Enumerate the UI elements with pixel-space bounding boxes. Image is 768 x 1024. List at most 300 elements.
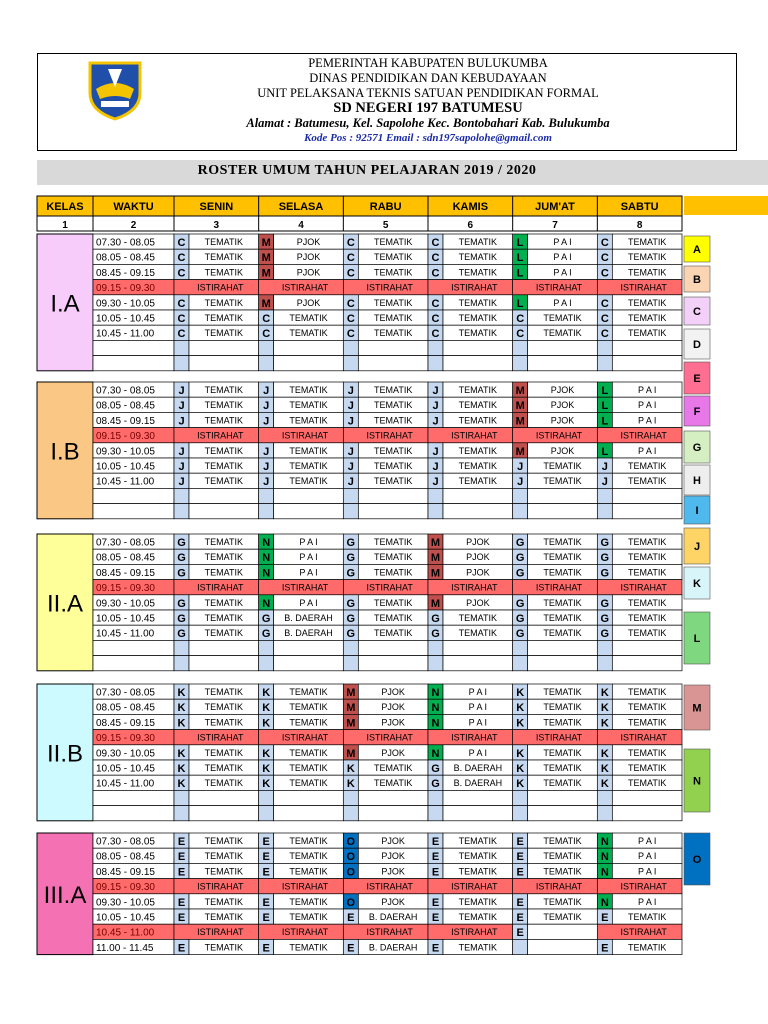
- teacher-code-cell: [513, 806, 528, 821]
- teacher-code: J: [601, 476, 608, 489]
- teacher-code: G: [515, 597, 525, 610]
- subject-label: TEMATIK: [289, 778, 328, 789]
- subject-label: TEMATIK: [627, 763, 667, 773]
- subject-label: TEMATIK: [543, 851, 582, 862]
- teacher-code: J: [347, 400, 354, 413]
- teacher-code: G: [431, 763, 440, 775]
- subject-label: TEMATIK: [543, 896, 582, 907]
- subject-label: TEMATIK: [204, 313, 244, 323]
- subject-label: P A I: [553, 237, 572, 247]
- teacher-code-cell: [343, 790, 358, 805]
- teacher-code: J: [432, 400, 439, 413]
- subject-cell: [358, 356, 428, 371]
- break-label: ISTIRAHAT: [451, 282, 498, 293]
- teacher-code: E: [516, 927, 524, 940]
- header-number: 8: [636, 220, 643, 231]
- teacher-code-cell: [259, 340, 274, 355]
- subject-label: P A I: [299, 597, 318, 608]
- teacher-code-cell: [259, 806, 274, 821]
- header-waktu: WAKTU: [113, 201, 154, 213]
- subject-cell: [274, 356, 344, 371]
- teacher-code: C: [346, 297, 355, 310]
- subject-label: PJOK: [466, 597, 490, 608]
- subject-label: TEMATIK: [543, 866, 582, 877]
- subject-label: TEMATIK: [204, 537, 244, 547]
- break-label: ISTIRAHAT: [281, 881, 329, 892]
- subject-label: P A I: [637, 866, 657, 877]
- teacher-code-cell: [428, 656, 443, 671]
- subject-label: PJOK: [550, 400, 575, 411]
- subject-label: B. DAERAH: [453, 763, 503, 773]
- teacher-code: K: [600, 717, 609, 730]
- subject-label: TEMATIK: [204, 687, 244, 697]
- subject-cell: [528, 504, 598, 519]
- legend-code: A: [693, 244, 701, 256]
- teacher-code: C: [431, 237, 440, 249]
- subject-label: B. DAERAH: [368, 942, 418, 953]
- subject-label: TEMATIK: [289, 702, 328, 713]
- subject-cell: [358, 640, 428, 655]
- teacher-code: E: [347, 942, 355, 955]
- subject-label: TEMATIK: [543, 537, 582, 547]
- subject-cell: [528, 640, 598, 655]
- teacher-code-cell: [513, 790, 528, 805]
- subject-label: TEMATIK: [289, 942, 328, 953]
- time-cell: [93, 504, 174, 519]
- header-number: 4: [298, 220, 304, 231]
- subject-label: P A I: [468, 747, 488, 758]
- teacher-code-cell: [343, 806, 358, 821]
- subject-label: PJOK: [550, 415, 575, 426]
- subject-label: PJOK: [466, 567, 490, 578]
- subject-label: TEMATIK: [458, 476, 498, 487]
- time-label: 08.45 - 09.15: [96, 866, 155, 878]
- subject-label: TEMATIK: [373, 400, 413, 411]
- subject-label: TEMATIK: [543, 597, 582, 608]
- teacher-code-cell: [597, 806, 612, 821]
- break-label: ISTIRAHAT: [451, 927, 498, 938]
- subject-label: TEMATIK: [289, 415, 328, 426]
- time-label: 11.00 - 11.45: [96, 942, 154, 954]
- subject-label: P A I: [637, 851, 657, 862]
- subject-cell: [443, 504, 513, 519]
- subject-label: TEMATIK: [204, 237, 244, 247]
- header-senin: SENIN: [199, 201, 234, 213]
- teacher-code: J: [263, 461, 270, 473]
- teacher-code-cell: [428, 504, 443, 519]
- teacher-code: C: [516, 328, 525, 341]
- teacher-code: K: [262, 747, 271, 760]
- subject-label: TEMATIK: [627, 313, 667, 323]
- teacher-code: C: [262, 328, 271, 341]
- teacher-code: E: [601, 942, 609, 955]
- header-kelas: KELAS: [46, 201, 84, 213]
- subject-label: TEMATIK: [543, 717, 582, 728]
- teacher-code: E: [347, 912, 355, 924]
- letterhead-line-2: DINAS PENDIDIKAN DAN KEBUDAYAAN: [309, 71, 547, 85]
- teacher-code: G: [515, 628, 525, 641]
- subject-label: P A I: [299, 537, 318, 547]
- teacher-code-cell: [513, 504, 528, 519]
- subject-cell: [358, 790, 428, 805]
- teacher-code: G: [431, 613, 440, 625]
- teacher-code: K: [516, 778, 525, 791]
- subject-label: TEMATIK: [458, 297, 498, 308]
- teacher-code: K: [262, 763, 271, 775]
- subject-label: P A I: [637, 836, 657, 846]
- subject-label: TEMATIK: [373, 237, 413, 247]
- break-label: ISTIRAHAT: [281, 732, 329, 743]
- time-label: 09.15 - 09.30: [96, 283, 155, 295]
- subject-label: TEMATIK: [627, 613, 667, 623]
- teacher-code: C: [177, 237, 186, 249]
- header-sabtu: SABTU: [620, 201, 659, 213]
- break-label: ISTIRAHAT: [197, 881, 244, 892]
- subject-label: TEMATIK: [289, 313, 328, 323]
- teacher-code: C: [177, 313, 186, 325]
- subject-label: TEMATIK: [458, 252, 498, 263]
- subject-label: TEMATIK: [204, 942, 244, 953]
- teacher-code: E: [516, 912, 524, 924]
- teacher-code: M: [261, 297, 271, 310]
- legend-code: H: [693, 475, 701, 487]
- subject-label: TEMATIK: [289, 836, 328, 846]
- subject-label: TEMATIK: [204, 747, 244, 758]
- teacher-code: G: [600, 628, 610, 641]
- subject-cell: [443, 340, 513, 355]
- legend-code: C: [693, 306, 701, 318]
- subject-label: B. DAERAH: [368, 912, 418, 922]
- subject-label: TEMATIK: [627, 461, 667, 471]
- subject-label: TEMATIK: [204, 552, 244, 563]
- header-number: 3: [213, 220, 220, 231]
- teacher-code-cell: [513, 640, 528, 655]
- subject-cell: [443, 656, 513, 671]
- class-label: II.A: [46, 590, 84, 618]
- break-label: ISTIRAHAT: [197, 582, 244, 593]
- subject-label: TEMATIK: [627, 942, 667, 953]
- subject-label: TEMATIK: [627, 778, 667, 789]
- subject-label: PJOK: [381, 702, 405, 713]
- subject-label: P A I: [637, 415, 657, 426]
- teacher-code: M: [261, 237, 271, 249]
- teacher-code: N: [431, 702, 440, 715]
- teacher-code: K: [177, 747, 186, 760]
- subject-label: TEMATIK: [543, 912, 582, 922]
- subject-cell: [274, 790, 344, 805]
- subject-cell: [358, 656, 428, 671]
- teacher-code: G: [177, 628, 186, 641]
- break-label: ISTIRAHAT: [281, 927, 329, 938]
- subject-label: TEMATIK: [204, 717, 244, 728]
- subject-label: TEMATIK: [204, 297, 244, 308]
- subject-label: TEMATIK: [204, 567, 244, 578]
- break-label: ISTIRAHAT: [197, 282, 244, 293]
- subject-label: PJOK: [550, 445, 575, 456]
- teacher-code: O: [346, 851, 356, 864]
- break-label: ISTIRAHAT: [197, 732, 244, 743]
- teacher-code: C: [600, 297, 609, 310]
- subject-label: TEMATIK: [373, 613, 413, 623]
- teacher-code-cell: [343, 488, 358, 503]
- teacher-code: C: [431, 328, 440, 341]
- time-label: 10.05 - 10.45: [96, 912, 155, 924]
- teacher-code-cell: [174, 806, 189, 821]
- teacher-code: J: [263, 415, 270, 428]
- subject-cell: [274, 656, 344, 671]
- teacher-code: J: [517, 476, 524, 489]
- teacher-code: G: [346, 537, 356, 549]
- subject-label: TEMATIK: [204, 597, 244, 608]
- teacher-code: G: [177, 597, 186, 610]
- teacher-code: G: [346, 613, 356, 625]
- teacher-code-cell: [259, 656, 274, 671]
- subject-label: TEMATIK: [627, 328, 667, 339]
- teacher-code: C: [600, 328, 609, 341]
- subject-cell: [528, 656, 598, 671]
- subject-label: TEMATIK: [627, 237, 667, 247]
- break-label: ISTIRAHAT: [281, 582, 329, 593]
- time-label: 10.05 - 10.45: [96, 313, 155, 325]
- teacher-code: C: [600, 313, 609, 325]
- teacher-code: E: [431, 851, 440, 864]
- teacher-code: O: [346, 836, 356, 848]
- teacher-code-cell: [259, 640, 274, 655]
- teacher-code: K: [600, 687, 609, 699]
- subject-label: TEMATIK: [373, 552, 413, 563]
- class-label: I.B: [50, 438, 80, 466]
- teacher-code: K: [262, 778, 271, 791]
- subject-label: TEMATIK: [289, 385, 328, 395]
- time-label: 09.30 - 10.05: [96, 446, 155, 458]
- teacher-code: C: [177, 328, 186, 341]
- subject-label: TEMATIK: [373, 597, 413, 608]
- break-label: ISTIRAHAT: [535, 732, 583, 743]
- legend-code: O: [692, 854, 702, 866]
- time-label: 09.30 - 10.05: [96, 598, 155, 610]
- teacher-code: O: [346, 866, 356, 879]
- subject-label: PJOK: [381, 747, 405, 758]
- break-label: ISTIRAHAT: [197, 927, 244, 938]
- subject-cell: [443, 488, 513, 503]
- break-label: ISTIRAHAT: [366, 430, 413, 441]
- subject-cell: [612, 806, 682, 821]
- teacher-code-cell: [174, 640, 189, 655]
- time-label: 10.45 - 11.00: [96, 328, 155, 340]
- subject-cell: [274, 488, 344, 503]
- subject-label: TEMATIK: [458, 851, 498, 862]
- break-label: ISTIRAHAT: [281, 282, 329, 293]
- time-label: 10.05 - 10.45: [96, 613, 155, 625]
- subject-label: PJOK: [381, 687, 405, 697]
- teacher-code: G: [261, 628, 271, 641]
- teacher-code: G: [431, 778, 440, 791]
- subject-label: TEMATIK: [289, 747, 328, 758]
- teacher-code: L: [601, 385, 609, 397]
- subject-cell: [612, 340, 682, 355]
- legend-code: D: [693, 339, 701, 351]
- teacher-code: L: [516, 267, 524, 280]
- teacher-code: G: [515, 567, 525, 580]
- teacher-code: K: [600, 778, 609, 791]
- teacher-code: C: [346, 237, 355, 249]
- teacher-code: J: [347, 445, 354, 458]
- legend-code: L: [693, 633, 701, 645]
- teacher-code: J: [178, 415, 185, 428]
- subject-cell: [443, 640, 513, 655]
- teacher-code: J: [178, 476, 185, 489]
- teacher-code: O: [346, 896, 356, 909]
- subject-label: PJOK: [381, 717, 405, 728]
- subject-label: TEMATIK: [289, 851, 328, 862]
- legend-code: J: [693, 541, 701, 553]
- teacher-code: C: [346, 328, 355, 341]
- teacher-code: C: [262, 313, 271, 325]
- teacher-code: E: [177, 912, 186, 924]
- subject-label: P A I: [637, 445, 657, 456]
- teacher-code: J: [178, 400, 185, 413]
- break-label: ISTIRAHAT: [620, 430, 667, 441]
- teacher-code: M: [430, 537, 441, 549]
- subject-label: TEMATIK: [458, 866, 498, 877]
- subject-label: TEMATIK: [204, 252, 244, 263]
- teacher-code: C: [346, 313, 355, 325]
- subject-cell: [528, 790, 598, 805]
- teacher-code: K: [262, 687, 271, 699]
- teacher-code: M: [430, 567, 441, 580]
- teacher-code: K: [262, 702, 271, 715]
- subject-label: TEMATIK: [373, 328, 413, 339]
- subject-cell: [528, 488, 598, 503]
- subject-label: P A I: [468, 687, 488, 697]
- teacher-code: J: [432, 461, 439, 473]
- subject-label: TEMATIK: [543, 778, 582, 789]
- time-cell: [93, 356, 174, 371]
- letterhead-line-3: UNIT PELAKSANA TEKNIS SATUAN PENDIDIKAN FORMAL: [257, 86, 599, 100]
- teacher-code: E: [262, 851, 270, 864]
- subject-label: TEMATIK: [204, 851, 244, 862]
- teacher-code-cell: [597, 656, 612, 671]
- teacher-code-cell: [428, 640, 443, 655]
- teacher-code: M: [346, 717, 356, 730]
- teacher-code: E: [262, 836, 270, 848]
- header-rabu: RABU: [369, 201, 402, 213]
- legend-code: E: [693, 373, 701, 385]
- legend-code: I: [695, 505, 699, 517]
- time-label: 08.45 - 09.15: [96, 567, 155, 579]
- teacher-code: J: [432, 445, 439, 458]
- subject-label: TEMATIK: [627, 567, 667, 578]
- time-label: 09.15 - 09.30: [96, 431, 155, 443]
- teacher-code: N: [600, 851, 609, 864]
- subject-label: TEMATIK: [204, 328, 244, 339]
- teacher-code: M: [515, 385, 525, 397]
- subject-cell: [612, 356, 682, 371]
- legend-code: G: [692, 442, 702, 454]
- teacher-code: L: [516, 252, 524, 265]
- subject-label: TEMATIK: [543, 552, 582, 563]
- teacher-code: N: [262, 537, 271, 549]
- subject-label: TEMATIK: [204, 267, 244, 278]
- teacher-code: G: [177, 613, 186, 625]
- teacher-code-cell: [428, 790, 443, 805]
- subject-label: P A I: [468, 702, 488, 713]
- teacher-code: E: [177, 866, 186, 879]
- teacher-code-cell: [174, 656, 189, 671]
- school-address: Alamat : Batumesu, Kel. Sapolohe Kec. Bontobahari Kab. Bulukumba: [246, 116, 610, 130]
- subject-label: TEMATIK: [204, 912, 244, 922]
- teacher-code: G: [431, 628, 440, 641]
- time-label: 09.15 - 09.30: [96, 882, 155, 894]
- subject-label: TEMATIK: [373, 537, 413, 547]
- subject-label: TEMATIK: [204, 628, 244, 639]
- teacher-code: G: [600, 613, 610, 625]
- teacher-code: M: [261, 252, 271, 265]
- teacher-code: G: [600, 552, 610, 565]
- subject-cell: [274, 806, 344, 821]
- teacher-code: C: [600, 267, 609, 280]
- subject-label: PJOK: [466, 537, 490, 547]
- teacher-code: L: [601, 400, 609, 413]
- subject-label: TEMATIK: [543, 747, 582, 758]
- teacher-code: G: [177, 537, 186, 549]
- teacher-code: J: [517, 461, 524, 473]
- teacher-code-cell: [343, 504, 358, 519]
- subject-label: B. DAERAH: [284, 613, 333, 623]
- subject-label: TEMATIK: [373, 461, 413, 471]
- break-label: ISTIRAHAT: [535, 282, 583, 293]
- subject-label: TEMATIK: [458, 613, 498, 623]
- subject-label: P A I: [637, 896, 657, 907]
- subject-label: TEMATIK: [289, 866, 328, 877]
- teacher-code: G: [600, 567, 610, 580]
- teacher-code: C: [600, 237, 609, 249]
- teacher-code: M: [430, 597, 441, 610]
- teacher-code: J: [432, 476, 439, 489]
- break-label: ISTIRAHAT: [197, 430, 244, 441]
- subject-label: PJOK: [296, 237, 321, 247]
- subject-label: PJOK: [296, 267, 321, 278]
- legend-code: B: [693, 274, 701, 286]
- teacher-code: L: [516, 237, 524, 249]
- subject-label: TEMATIK: [627, 252, 667, 263]
- teacher-code: J: [263, 476, 270, 489]
- teacher-code-cell: [174, 790, 189, 805]
- subject-label: TEMATIK: [458, 628, 498, 639]
- teacher-code: E: [516, 866, 524, 879]
- subject-label: TEMATIK: [289, 717, 328, 728]
- subject-label: TEMATIK: [204, 896, 244, 907]
- subject-label: TEMATIK: [373, 445, 413, 456]
- teacher-code-cell: [428, 356, 443, 371]
- subject-label: TEMATIK: [543, 763, 582, 773]
- teacher-code: E: [601, 912, 609, 924]
- subject-label: TEMATIK: [543, 461, 582, 471]
- subject-label: B. DAERAH: [453, 778, 503, 789]
- subject-label: TEMATIK: [289, 328, 328, 339]
- teacher-code-cell: [428, 340, 443, 355]
- teacher-code-cell: [174, 340, 189, 355]
- teacher-code: K: [516, 687, 525, 699]
- teacher-code: C: [600, 252, 609, 265]
- teacher-code: K: [262, 717, 271, 730]
- subject-label: PJOK: [381, 896, 405, 907]
- teacher-code: E: [177, 851, 186, 864]
- teacher-code: C: [177, 267, 186, 280]
- subject-label: TEMATIK: [204, 415, 244, 426]
- teacher-code-cell: [428, 488, 443, 503]
- time-cell: [93, 806, 174, 821]
